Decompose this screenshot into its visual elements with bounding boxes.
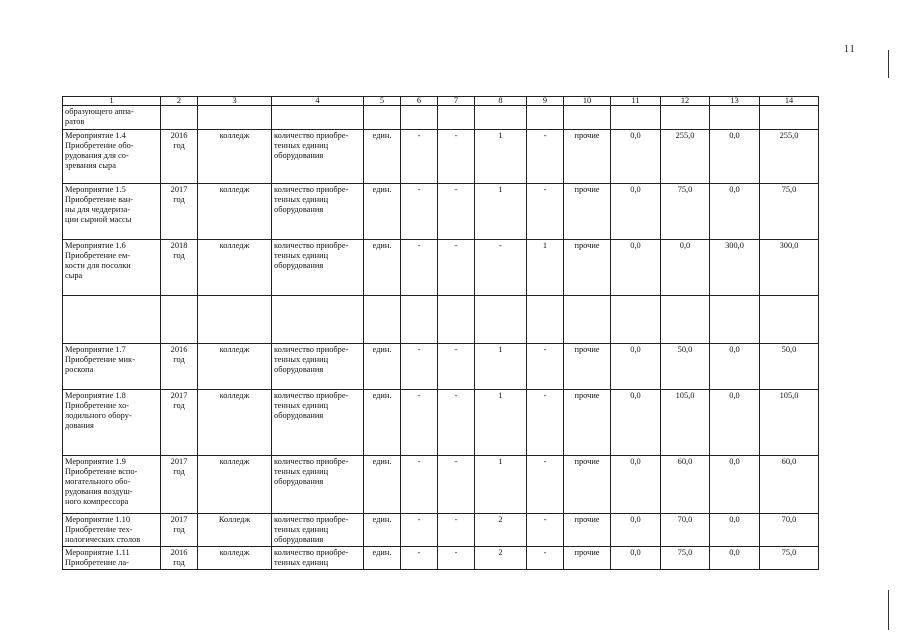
value-cell: 0,0 xyxy=(611,184,661,240)
unit-cell: един. xyxy=(364,344,401,390)
value-cell: - xyxy=(401,547,438,570)
unit-cell: един. xyxy=(364,547,401,570)
column-number-cell: 8 xyxy=(475,97,527,106)
value-cell: 70,0 xyxy=(661,514,710,547)
table-row xyxy=(63,240,819,296)
value-cell xyxy=(438,296,475,344)
activity-cell: Мероприятие 1.9 Приобретение вспо- могательного обо- рудования воздуш- ного компрессора xyxy=(63,456,161,514)
value-cell: - xyxy=(401,130,438,184)
value-cell: 0,0 xyxy=(710,130,760,184)
value-cell: 0,0 xyxy=(611,547,661,570)
year-cell: 2017 год xyxy=(161,390,198,456)
scan-edge-mark xyxy=(888,590,889,630)
executor-cell xyxy=(198,106,272,130)
column-number-cell: 6 xyxy=(401,97,438,106)
executor-cell: колледж xyxy=(198,130,272,184)
value-cell xyxy=(611,296,661,344)
unit-cell xyxy=(364,106,401,130)
executor-cell: колледж xyxy=(198,547,272,570)
activities-table xyxy=(62,96,819,570)
unit-cell: един. xyxy=(364,184,401,240)
executor-cell: колледж xyxy=(198,184,272,240)
column-number-cell: 4 xyxy=(272,97,364,106)
executor-cell: Колледж xyxy=(198,514,272,547)
year-cell: 2018 год xyxy=(161,240,198,296)
table-row xyxy=(63,514,819,547)
value-cell: - xyxy=(527,547,564,570)
value-cell xyxy=(527,296,564,344)
value-cell: - xyxy=(438,547,475,570)
year-cell xyxy=(161,106,198,130)
unit-cell: един. xyxy=(364,130,401,184)
value-cell xyxy=(475,296,527,344)
activity-cell: Мероприятие 1.11 Приобретение ла- xyxy=(63,547,161,570)
activity-cell: Мероприятие 1.5 Приобретение ван- ны для чеддеризa- ции сырной массы xyxy=(63,184,161,240)
value-cell: - xyxy=(475,240,527,296)
value-cell: 300,0 xyxy=(760,240,819,296)
activity-cell: образующего аппа- ратов xyxy=(63,106,161,130)
value-cell: - xyxy=(527,184,564,240)
value-cell: 0,0 xyxy=(611,130,661,184)
value-cell: - xyxy=(527,344,564,390)
value-cell: 1 xyxy=(475,456,527,514)
value-cell: - xyxy=(401,344,438,390)
source-cell: прочие xyxy=(564,514,611,547)
indicator-cell: количество приобре- тенных единиц оборудования xyxy=(272,456,364,514)
year-cell: 2016 год xyxy=(161,547,198,570)
table-row xyxy=(63,106,819,130)
value-cell: 0,0 xyxy=(611,456,661,514)
value-cell xyxy=(661,106,710,130)
executor-cell: колледж xyxy=(198,456,272,514)
column-number-cell: 11 xyxy=(611,97,661,106)
table-row xyxy=(63,296,819,344)
year-cell: 2017 год xyxy=(161,184,198,240)
activity-cell: Мероприятие 1.10 Приобретение тех- нологических столов xyxy=(63,514,161,547)
source-cell: прочие xyxy=(564,456,611,514)
year-cell: 2017 год xyxy=(161,514,198,547)
year-cell: 2016 год xyxy=(161,344,198,390)
column-number-cell: 5 xyxy=(364,97,401,106)
value-cell: 0,0 xyxy=(710,456,760,514)
value-cell: 75,0 xyxy=(661,547,710,570)
value-cell: 75,0 xyxy=(760,547,819,570)
value-cell: 0,0 xyxy=(710,390,760,456)
source-cell xyxy=(564,296,611,344)
value-cell: 1 xyxy=(475,184,527,240)
value-cell xyxy=(475,106,527,130)
source-cell: прочие xyxy=(564,390,611,456)
value-cell: - xyxy=(527,390,564,456)
column-number-cell: 14 xyxy=(760,97,819,106)
table-row xyxy=(63,547,819,570)
value-cell: 1 xyxy=(527,240,564,296)
source-cell xyxy=(564,106,611,130)
value-cell: 0,0 xyxy=(611,344,661,390)
value-cell: 1 xyxy=(475,344,527,390)
value-cell: 75,0 xyxy=(760,184,819,240)
value-cell: - xyxy=(438,456,475,514)
column-number-cell: 1 xyxy=(63,97,161,106)
executor-cell: колледж xyxy=(198,240,272,296)
column-number-cell: 13 xyxy=(710,97,760,106)
value-cell: 50,0 xyxy=(760,344,819,390)
year-cell: 2016 год xyxy=(161,130,198,184)
table-row xyxy=(63,130,819,184)
value-cell: 60,0 xyxy=(661,456,710,514)
value-cell: - xyxy=(401,514,438,547)
value-cell: 105,0 xyxy=(760,390,819,456)
column-number-cell: 10 xyxy=(564,97,611,106)
value-cell xyxy=(710,296,760,344)
source-cell: прочие xyxy=(564,240,611,296)
value-cell xyxy=(760,296,819,344)
indicator-cell: количество приобре- тенных единиц оборудования xyxy=(272,390,364,456)
value-cell: - xyxy=(527,456,564,514)
value-cell: 0,0 xyxy=(710,184,760,240)
column-number-row xyxy=(63,97,819,106)
value-cell: - xyxy=(438,240,475,296)
indicator-cell xyxy=(272,296,364,344)
indicator-cell: количество приобре- тенных единиц оборудования xyxy=(272,344,364,390)
value-cell: - xyxy=(438,390,475,456)
value-cell: 255,0 xyxy=(661,130,710,184)
value-cell xyxy=(527,106,564,130)
value-cell: 0,0 xyxy=(611,514,661,547)
value-cell: - xyxy=(401,456,438,514)
value-cell xyxy=(438,106,475,130)
value-cell: 255,0 xyxy=(760,130,819,184)
value-cell: - xyxy=(438,184,475,240)
value-cell xyxy=(661,296,710,344)
column-number-cell: 9 xyxy=(527,97,564,106)
value-cell: 1 xyxy=(475,390,527,456)
value-cell: 75,0 xyxy=(661,184,710,240)
table-row xyxy=(63,184,819,240)
value-cell: 0,0 xyxy=(710,547,760,570)
executor-cell: колледж xyxy=(198,344,272,390)
column-number-cell: 2 xyxy=(161,97,198,106)
unit-cell: един. xyxy=(364,456,401,514)
value-cell xyxy=(710,106,760,130)
unit-cell xyxy=(364,296,401,344)
value-cell: 0,0 xyxy=(611,240,661,296)
value-cell: 2 xyxy=(475,547,527,570)
value-cell: - xyxy=(401,390,438,456)
value-cell xyxy=(401,106,438,130)
unit-cell: един. xyxy=(364,240,401,296)
column-number-cell: 3 xyxy=(198,97,272,106)
value-cell: - xyxy=(401,184,438,240)
value-cell: 0,0 xyxy=(710,514,760,547)
activity-cell: Мероприятие 1.6 Приобретение ем- кости для посолки сыра xyxy=(63,240,161,296)
table-row xyxy=(63,390,819,456)
executor-cell xyxy=(198,296,272,344)
activity-cell: Мероприятие 1.4 Приобретение обо- рудования для со- зревания сыра xyxy=(63,130,161,184)
value-cell: - xyxy=(438,130,475,184)
table-row xyxy=(63,344,819,390)
value-cell: 0,0 xyxy=(611,390,661,456)
value-cell: - xyxy=(438,514,475,547)
year-cell: 2017 год xyxy=(161,456,198,514)
unit-cell: един. xyxy=(364,514,401,547)
activity-cell: Мероприятие 1.8 Приобретение хо- лодильного обору- дования xyxy=(63,390,161,456)
indicator-cell: количество приобре- тенных единиц оборудования xyxy=(272,184,364,240)
value-cell: 50,0 xyxy=(661,344,710,390)
source-cell: прочие xyxy=(564,184,611,240)
activity-cell: Мероприятие 1.7 Приобретение мик- роскопа xyxy=(63,344,161,390)
source-cell: прочие xyxy=(564,130,611,184)
value-cell: 60,0 xyxy=(760,456,819,514)
value-cell: - xyxy=(527,514,564,547)
value-cell xyxy=(611,106,661,130)
value-cell xyxy=(760,106,819,130)
value-cell: - xyxy=(401,240,438,296)
value-cell: 105,0 xyxy=(661,390,710,456)
source-cell: прочие xyxy=(564,344,611,390)
value-cell: - xyxy=(438,344,475,390)
value-cell: 0,0 xyxy=(661,240,710,296)
year-cell xyxy=(161,296,198,344)
indicator-cell: количество приобре- тенных единиц оборудования xyxy=(272,514,364,547)
page-number: 11 xyxy=(844,44,856,55)
table-row xyxy=(63,456,819,514)
value-cell: 70,0 xyxy=(760,514,819,547)
indicator-cell: количество приобре- тенных единиц оборудования xyxy=(272,130,364,184)
value-cell: 2 xyxy=(475,514,527,547)
value-cell: 1 xyxy=(475,130,527,184)
value-cell: 0,0 xyxy=(710,344,760,390)
scan-edge-mark xyxy=(888,50,889,78)
activity-cell xyxy=(63,296,161,344)
indicator-cell xyxy=(272,106,364,130)
indicator-cell: количество приобре- тенных единиц оборудования xyxy=(272,240,364,296)
value-cell xyxy=(401,296,438,344)
unit-cell: един. xyxy=(364,390,401,456)
executor-cell: колледж xyxy=(198,390,272,456)
indicator-cell: количество приобре- тенных единиц xyxy=(272,547,364,570)
value-cell: 300,0 xyxy=(710,240,760,296)
value-cell: - xyxy=(527,130,564,184)
column-number-cell: 7 xyxy=(438,97,475,106)
column-number-cell: 12 xyxy=(661,97,710,106)
source-cell: прочие xyxy=(564,547,611,570)
